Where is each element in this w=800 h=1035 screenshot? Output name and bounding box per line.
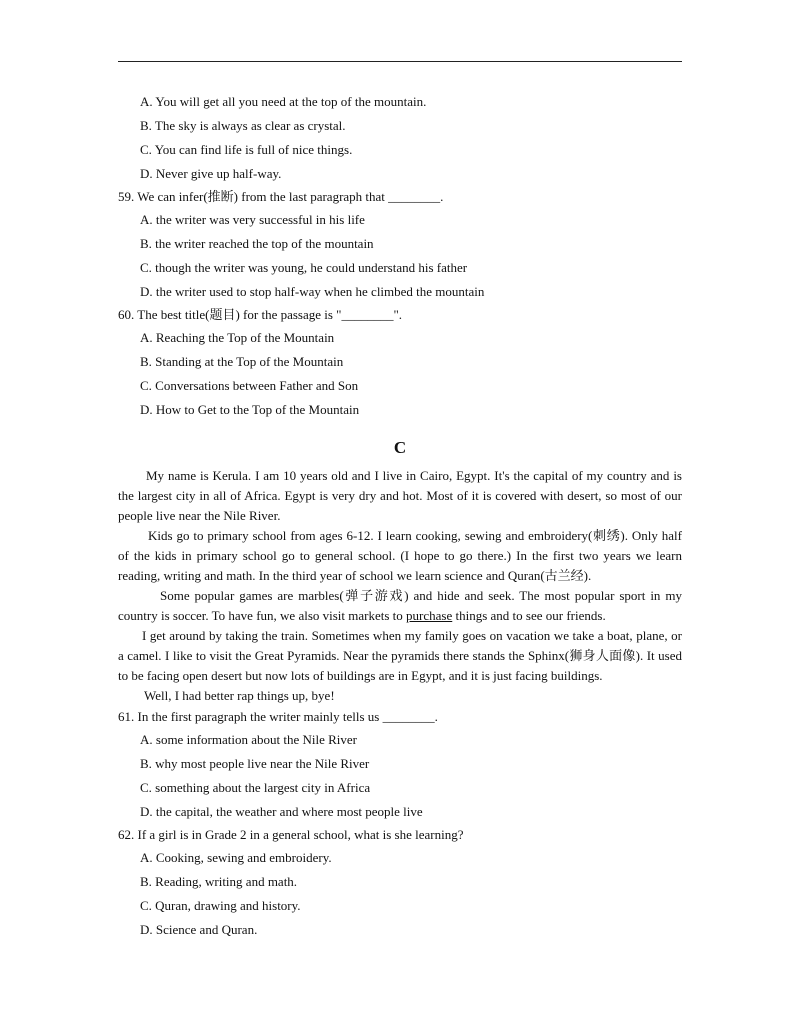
option-c: C. something about the largest city in Africa: [140, 780, 371, 795]
option-b: B. the writer reached the top of the mountain: [140, 236, 374, 251]
option-c: C. You can find life is full of nice things.: [140, 142, 353, 157]
exam-page: [118, 90, 682, 942]
underlined-word: purchase: [406, 608, 453, 623]
option-d: D. Never give up half-way.: [140, 166, 282, 181]
passage-paragraph-2: Kids go to primary school from ages 6-12. I learn cooking, sewing and embroidery(刺绣). Only half of the kids in primary school go to general school. (I hope to go there.) In the first two years we learn reading, writing and math. In the third year of school we learn science and Quran(古兰经).: [118, 528, 682, 583]
section-title: C: [393, 438, 407, 457]
paragraph-text: Some popular games are marbles(弹子游戏) and hide and seek. The most popular sport in my country is soccer. To have fun, we also visit markets to: [118, 588, 682, 623]
question-stem: 60. The best title(题目) for the passage is "________".: [118, 307, 403, 322]
header-rule: [118, 61, 682, 62]
option-a: A. some information about the Nile River: [140, 732, 357, 747]
reading-passage: [118, 466, 682, 706]
paragraph-text: things and to see our friends.: [452, 608, 606, 623]
option-d: D. the writer used to stop half-way when he climbed the mountain: [140, 284, 485, 299]
question-59: [118, 186, 682, 304]
option-b: B. The sky is always as clear as crystal.: [140, 118, 346, 133]
question-stem: 62. If a girl is in Grade 2 in a general school, what is she learning?: [118, 827, 464, 842]
option-d: D. the capital, the weather and where most people live: [140, 804, 423, 819]
passage-paragraph-5: Well, I had better rap things up, bye!: [144, 688, 335, 703]
question-62: [118, 824, 682, 942]
passage-paragraph-3: [118, 586, 682, 626]
option-a: A. Reaching the Top of the Mountain: [140, 330, 335, 345]
option-d: D. How to Get to the Top of the Mountain: [140, 402, 360, 417]
question-stem: 61. In the first paragraph the writer mainly tells us ________.: [118, 709, 438, 724]
question-61: [118, 706, 682, 824]
question-stem: 59. We can infer(推断) from the last paragraph that ________.: [118, 189, 444, 204]
option-a: A. You will get all you need at the top of the mountain.: [140, 94, 427, 109]
option-b: B. why most people live near the Nile River: [140, 756, 370, 771]
option-c: C. Conversations between Father and Son: [140, 378, 359, 393]
passage-paragraph-1: My name is Kerula. I am 10 years old and I live in Cairo, Egypt. It's the capital of my country and is the largest city in all of Africa. Egypt is very dry and hot. Most of it is covered with desert, so most of our people live near the Nile River.: [118, 468, 682, 523]
question-58-options: [118, 90, 682, 186]
question-60: [118, 304, 682, 422]
option-b: B. Standing at the Top of the Mountain: [140, 354, 344, 369]
option-a: A. the writer was very successful in his life: [140, 212, 365, 227]
option-c: C. though the writer was young, he could understand his father: [140, 260, 468, 275]
option-a: A. Cooking, sewing and embroidery.: [140, 850, 332, 865]
option-b: B. Reading, writing and math.: [140, 874, 298, 889]
option-d: D. Science and Quran.: [140, 922, 258, 937]
option-c: C. Quran, drawing and history.: [140, 898, 301, 913]
passage-paragraph-4: I get around by taking the train. Sometimes when my family goes on vacation we take a boat, plane, or a camel. I like to visit the Great Pyramids. Near the pyramids there stands the Sphinx(狮身人面像). It used to be facing open desert but now lots of buildings are in Egypt, and it is just facing buildings.: [118, 628, 682, 683]
